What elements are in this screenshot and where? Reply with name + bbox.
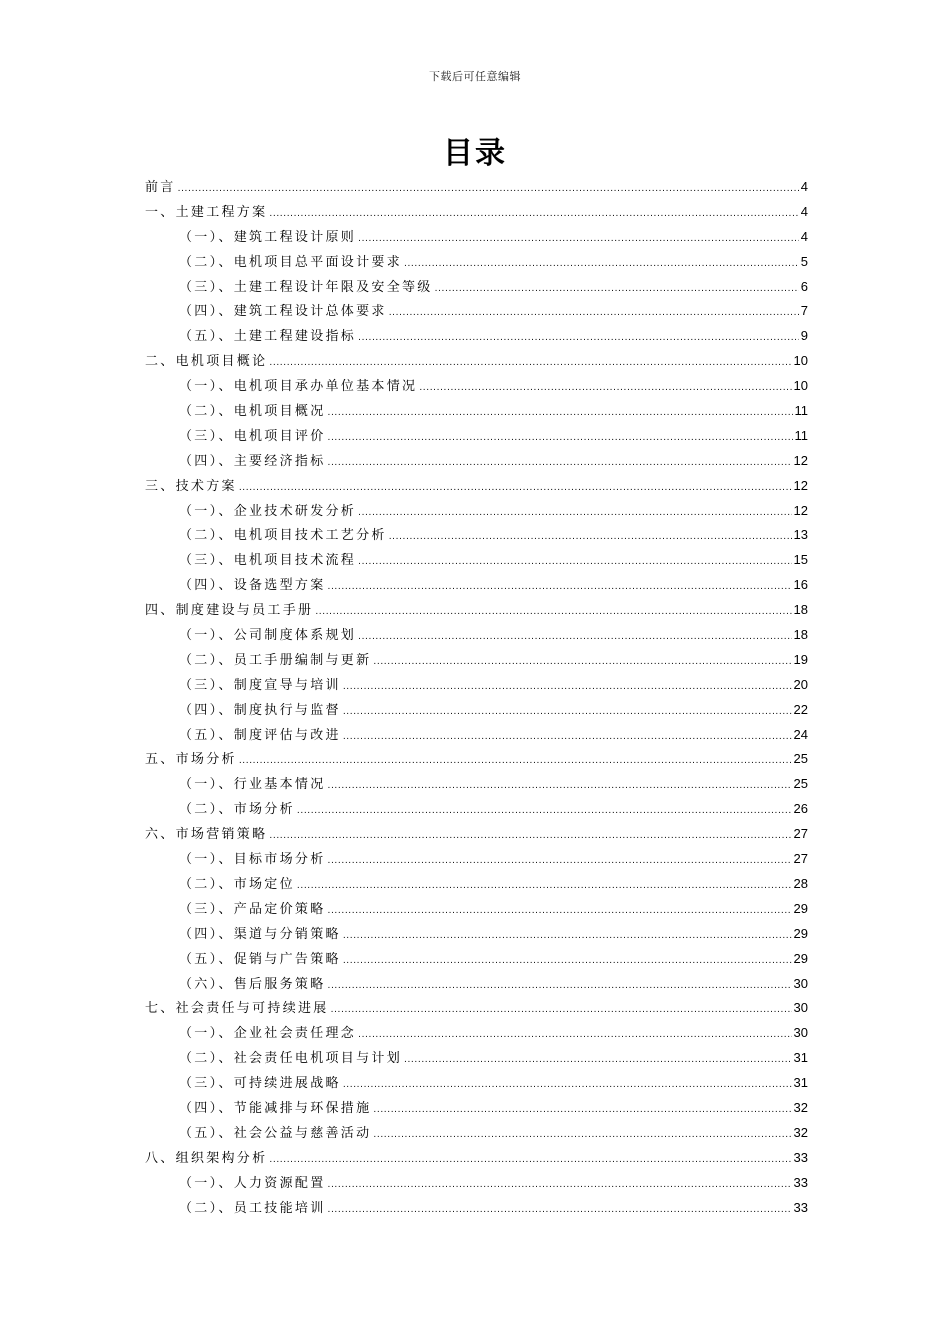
toc-page-number: 11 [794, 427, 808, 443]
toc-dot-leader [328, 1198, 792, 1223]
toc-page-number: 25 [793, 776, 808, 792]
toc-page-number: 4 [800, 228, 808, 244]
toc-entry-title: 四、制度建设与员工手册 [145, 603, 314, 619]
toc-dot-leader [343, 700, 792, 725]
toc-chapter-entry[interactable] [145, 1146, 808, 1171]
toc-section-entry[interactable] [145, 1071, 808, 1096]
toc-dot-leader [297, 799, 792, 824]
toc-section-entry[interactable] [145, 250, 808, 275]
toc-page-number: 4 [800, 203, 808, 219]
toc-dot-leader [343, 924, 792, 949]
toc-page-number: 15 [793, 552, 808, 568]
toc-chapter-entry[interactable] [145, 200, 808, 225]
toc-entry-title: （二）、员工技能培训 [179, 1200, 326, 1216]
toc-chapter-entry[interactable] [145, 747, 808, 772]
toc-entry-title: （二）、市场定位 [179, 876, 295, 892]
toc-dot-leader [328, 451, 792, 476]
toc-entry-title: （四）、渠道与分销策略 [179, 926, 341, 942]
toc-page-number: 9 [800, 328, 808, 344]
toc-dot-leader [269, 1148, 791, 1173]
toc-page-number: 24 [793, 726, 808, 742]
toc-dot-leader [331, 998, 792, 1023]
toc-dot-leader [343, 1073, 792, 1098]
toc-entry-title: （三）、可持续进展战略 [179, 1076, 341, 1092]
toc-entry-title: （六）、售后服务策略 [179, 976, 326, 992]
toc-entry-title: （一）、建筑工程设计原则 [179, 229, 357, 245]
toc-section-entry[interactable] [145, 573, 808, 598]
toc-page-number: 6 [800, 278, 808, 294]
toc-entry-title: （一）、人力资源配置 [179, 1175, 326, 1191]
toc-page-number: 18 [793, 627, 808, 643]
toc-entry-title: （一）、企业社会责任理念 [179, 1026, 357, 1042]
toc-entry-title: （三）、产品定价策略 [179, 901, 326, 917]
toc-page-number: 30 [793, 1025, 808, 1041]
toc-chapter-entry[interactable] [145, 996, 808, 1021]
toc-section-entry[interactable] [145, 1046, 808, 1071]
toc-page-number: 29 [793, 925, 808, 941]
toc-page-number: 26 [793, 801, 808, 817]
toc-page-number: 16 [793, 577, 808, 593]
toc-page-number: 32 [793, 1099, 808, 1115]
toc-entry-title: （一）、公司制度体系规划 [179, 628, 357, 644]
toc-entry-title: （二）、市场分析 [179, 802, 295, 818]
toc-page-number: 10 [793, 378, 808, 394]
toc-entry-title: （四）、设备选型方案 [179, 578, 326, 594]
toc-entry-title: （三）、电机项目评价 [179, 428, 326, 444]
toc-section-entry[interactable] [145, 275, 808, 300]
toc-dot-leader [328, 401, 793, 426]
toc-page-number: 10 [793, 353, 808, 369]
toc-entry-title: （五）、促销与广告策略 [179, 951, 341, 967]
toc-dot-leader [389, 301, 799, 326]
toc-section-entry[interactable] [145, 523, 808, 548]
toc-dot-leader [269, 351, 791, 376]
toc-dot-leader [419, 376, 791, 401]
toc-page-number: 13 [793, 527, 808, 543]
toc-entry-title: （二）、电机项目概况 [179, 404, 326, 420]
toc-page-number: 20 [793, 676, 808, 692]
toc-page-number: 12 [793, 502, 808, 518]
toc-dot-leader [404, 252, 799, 277]
toc-section-entry[interactable] [145, 872, 808, 897]
toc-section-entry[interactable] [145, 548, 808, 573]
toc-page-number: 31 [793, 1075, 808, 1091]
toc-page-number: 33 [793, 1149, 808, 1165]
toc-chapter-entry[interactable] [145, 598, 808, 623]
toc-page-number: 12 [793, 452, 808, 468]
toc-entry-title: （一）、企业技术研发分析 [179, 503, 357, 519]
toc-page-number: 25 [793, 751, 808, 767]
toc-entry-title: （三）、电机项目技术流程 [179, 553, 357, 569]
toc-dot-leader [297, 874, 792, 899]
toc-section-entry[interactable] [145, 897, 808, 922]
page-title: 目录 [443, 136, 507, 171]
toc-dot-leader [328, 426, 793, 451]
toc-page-number: 7 [800, 303, 808, 319]
header-note: 下载后可任意编辑 [429, 70, 521, 83]
toc-entry-title: 三、技术方案 [145, 478, 237, 494]
toc-page-number: 27 [793, 826, 808, 842]
toc-section-entry[interactable] [145, 648, 808, 673]
toc-entry-title: 五、市场分析 [145, 752, 237, 768]
toc-dot-leader [358, 326, 799, 351]
toc-section-entry[interactable] [145, 1171, 808, 1196]
toc-page-number: 11 [794, 403, 808, 419]
toc-entry-title: 二、电机项目概论 [145, 354, 268, 370]
toc-chapter-entry[interactable] [145, 474, 808, 499]
toc-dot-leader [404, 1048, 792, 1073]
toc-dot-leader [328, 899, 792, 924]
toc-dot-leader [315, 600, 791, 625]
toc-dot-leader [328, 849, 792, 874]
toc-dot-leader [343, 949, 792, 974]
table-of-contents [145, 175, 808, 1220]
toc-section-entry[interactable] [145, 1121, 808, 1146]
toc-entry-title: 八、组织架构分析 [145, 1150, 268, 1166]
toc-entry-title: （一）、行业基本情况 [179, 777, 326, 793]
toc-dot-leader [373, 650, 791, 675]
toc-section-entry[interactable] [145, 623, 808, 648]
toc-page-number: 5 [800, 253, 808, 269]
toc-entry-title: （三）、土建工程设计年限及安全等级 [179, 279, 433, 295]
toc-dot-leader [328, 575, 792, 600]
toc-section-entry[interactable] [145, 797, 808, 822]
toc-page-number: 29 [793, 900, 808, 916]
toc-entry-title: （四）、节能减排与环保措施 [179, 1100, 372, 1116]
toc-dot-leader [343, 725, 792, 750]
toc-chapter-entry[interactable] [145, 349, 808, 374]
toc-dot-leader [239, 749, 792, 774]
toc-section-entry[interactable] [145, 1196, 808, 1221]
toc-section-entry[interactable] [145, 499, 808, 524]
toc-page-number: 18 [793, 602, 808, 618]
toc-chapter-entry[interactable] [145, 822, 808, 847]
toc-section-entry[interactable] [145, 847, 808, 872]
toc-entry-title: （二）、员工手册编制与更新 [179, 652, 372, 668]
toc-section-entry[interactable] [145, 374, 808, 399]
toc-page-number: 33 [793, 1199, 808, 1215]
toc-section-entry[interactable] [145, 947, 808, 972]
toc-entry-title: （五）、制度评估与改进 [179, 727, 341, 743]
toc-dot-leader [358, 1023, 791, 1048]
toc-dot-leader [269, 824, 791, 849]
toc-entry-title: 前言 [145, 180, 176, 195]
toc-entry-title: 一、土建工程方案 [145, 204, 268, 220]
toc-section-entry[interactable] [145, 922, 808, 947]
toc-section-entry[interactable] [145, 1021, 808, 1046]
toc-section-entry[interactable] [145, 424, 808, 449]
toc-entry-title: （二）、社会责任电机项目与计划 [179, 1051, 403, 1067]
toc-entry-title: （二）、电机项目总平面设计要求 [179, 254, 403, 270]
toc-page-number: 19 [793, 651, 808, 667]
toc-section-entry[interactable] [145, 299, 808, 324]
toc-dot-leader [389, 525, 792, 550]
toc-entry-title: （四）、建筑工程设计总体要求 [179, 304, 387, 320]
toc-section-entry[interactable] [145, 772, 808, 797]
toc-section-entry[interactable] [145, 698, 808, 723]
toc-page-number: 32 [793, 1124, 808, 1140]
toc-page-number: 31 [793, 1050, 808, 1066]
toc-dot-leader [343, 675, 792, 700]
toc-section-entry[interactable] [145, 324, 808, 349]
toc-entry-title: （一）、电机项目承办单位基本情况 [179, 379, 418, 395]
toc-entry-title: （五）、社会公益与慈善活动 [179, 1125, 372, 1141]
toc-section-entry[interactable] [145, 1096, 808, 1121]
toc-section-entry[interactable] [145, 449, 808, 474]
toc-dot-leader [358, 227, 799, 252]
toc-dot-leader [358, 501, 791, 526]
toc-dot-leader [358, 625, 791, 650]
toc-entry-title: （二）、电机项目技术工艺分析 [179, 528, 387, 544]
toc-dot-leader [328, 974, 792, 999]
toc-page-number: 12 [793, 477, 808, 493]
toc-chapter-entry[interactable] [145, 175, 808, 200]
toc-entry-title: 七、社会责任与可持续进展 [145, 1001, 329, 1017]
toc-section-entry[interactable] [145, 723, 808, 748]
toc-section-entry[interactable] [145, 972, 808, 997]
toc-entry-title: （四）、主要经济指标 [179, 453, 326, 469]
toc-dot-leader [239, 476, 792, 501]
toc-dot-leader [373, 1123, 791, 1148]
toc-entry-title: （三）、制度宣导与培训 [179, 677, 341, 693]
toc-dot-leader [328, 774, 792, 799]
toc-dot-leader [435, 277, 799, 302]
toc-entry-title: （五）、土建工程建设指标 [179, 329, 357, 345]
toc-page-number: 27 [793, 851, 808, 867]
toc-entry-title: （一）、目标市场分析 [179, 852, 326, 868]
toc-page-number: 28 [793, 875, 808, 891]
toc-dot-leader [269, 202, 798, 227]
toc-entry-title: 六、市场营销策略 [145, 827, 268, 843]
toc-page-number: 33 [793, 1174, 808, 1190]
toc-section-entry[interactable] [145, 673, 808, 698]
toc-entry-title: （四）、制度执行与监督 [179, 702, 341, 718]
toc-page-number: 4 [800, 179, 808, 194]
toc-page-number: 29 [793, 950, 808, 966]
toc-page-number: 30 [793, 975, 808, 991]
toc-dot-leader [358, 550, 791, 575]
toc-page-number: 22 [793, 701, 808, 717]
toc-dot-leader [373, 1098, 791, 1123]
toc-page-number: 30 [793, 1000, 808, 1016]
toc-section-entry[interactable] [145, 399, 808, 424]
toc-section-entry[interactable] [145, 225, 808, 250]
toc-dot-leader [328, 1173, 792, 1198]
toc-dot-leader [178, 177, 799, 202]
